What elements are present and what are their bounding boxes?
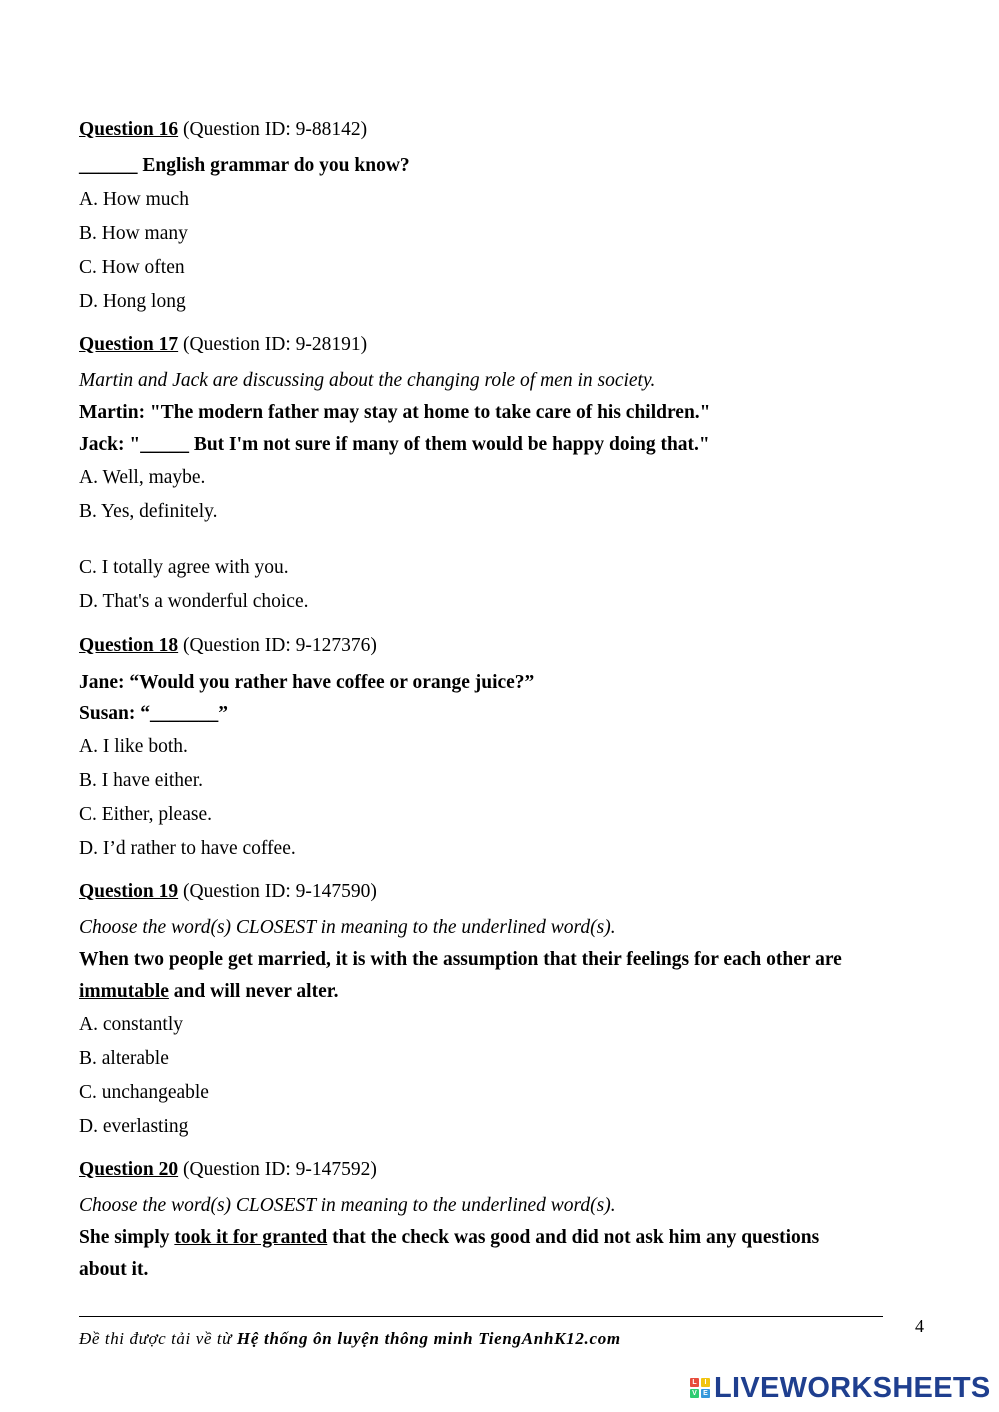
question-id: (Question ID: 9-147590) [178,881,377,902]
footer-divider [79,1316,883,1317]
footer-source-name: Hệ thống ôn luyện thông minh TiengAnhK12.com [236,1329,621,1348]
question-16-stem: ______ English grammar do you know? [79,155,410,176]
question-18-stem-line-1: Jane: “Would you rather have coffee or orange juice?” [79,672,535,693]
question-number: Question 16 [79,119,179,140]
option-b: B. Yes, definitely. [79,501,218,522]
question-18-header [79,635,377,657]
question-id: (Question ID: 9-127376) [178,635,377,656]
option-a: A. How much [79,189,189,210]
answer-blank: _______ [150,703,219,724]
question-20-stem-line-2: about it. [79,1259,149,1280]
question-18-stem-line-2: Susan: “_______” [79,703,228,724]
question-19-stem-line-2: immutable and will never alter. [79,981,339,1002]
option-d: D. Hong long [79,291,186,312]
option-d: D. everlasting [79,1116,189,1137]
option-c: C. Either, please. [79,804,212,825]
option-c: C. unchangeable [79,1082,209,1103]
option-b: B. alterable [79,1048,169,1069]
question-19-header [79,881,377,903]
liveworksheets-logo[interactable] [690,1368,991,1408]
page-number: 4 [915,1316,924,1336]
question-19-instruction: Choose the word(s) CLOSEST in meaning to the underlined word(s). [79,917,616,938]
liveworksheets-mark-icon: L I V E [690,1378,710,1398]
question-17-stem-line-2: Jack: "_____ But I'm not sure if many of them would be happy doing that." [79,434,710,455]
question-20-header [79,1159,377,1181]
question-number: Question 19 [79,881,179,902]
option-a: A. Well, maybe. [79,467,206,488]
question-number: Question 20 [79,1159,179,1180]
question-id: (Question ID: 9-88142) [178,119,368,140]
question-17-instruction: Martin and Jack are discussing about the changing role of men in society. [79,370,656,391]
option-b: B. How many [79,223,188,244]
question-20-stem-line-1: She simply took it for granted that the check was good and did not ask him any questions [79,1227,820,1248]
question-id: (Question ID: 9-147592) [178,1159,377,1180]
option-d: D. I’d rather to have coffee. [79,838,296,859]
question-16-header [79,119,367,141]
option-d: D. That's a wonderful choice. [79,591,309,612]
question-17-stem-line-1: Martin: "The modern father may stay at home to take care of his children." [79,402,711,423]
option-a: A. constantly [79,1014,183,1035]
question-number: Question 18 [79,635,179,656]
answer-blank: ______ [79,155,138,176]
underlined-word: immutable [79,981,169,1002]
question-19-stem-line-1: When two people get married, it is with the assumption that their feelings for each other are [79,949,842,970]
question-17-header [79,334,367,356]
question-20-instruction: Choose the word(s) CLOSEST in meaning to the underlined word(s). [79,1195,616,1216]
option-b: B. I have either. [79,770,203,791]
footer-source: Đề thi được tải về từ Hệ thống ôn luyện thông minh TiengAnhK12.com [79,1329,621,1348]
option-c: C. How often [79,257,185,278]
liveworksheets-wordmark: LIVEWORKSHEETS [714,1371,991,1404]
question-number: Question 17 [79,334,179,355]
option-c: C. I totally agree with you. [79,557,289,578]
option-a: A. I like both. [79,736,188,757]
answer-blank: _____ [140,434,189,455]
question-id: (Question ID: 9-28191) [178,334,368,355]
underlined-word: took it for granted [174,1227,328,1248]
